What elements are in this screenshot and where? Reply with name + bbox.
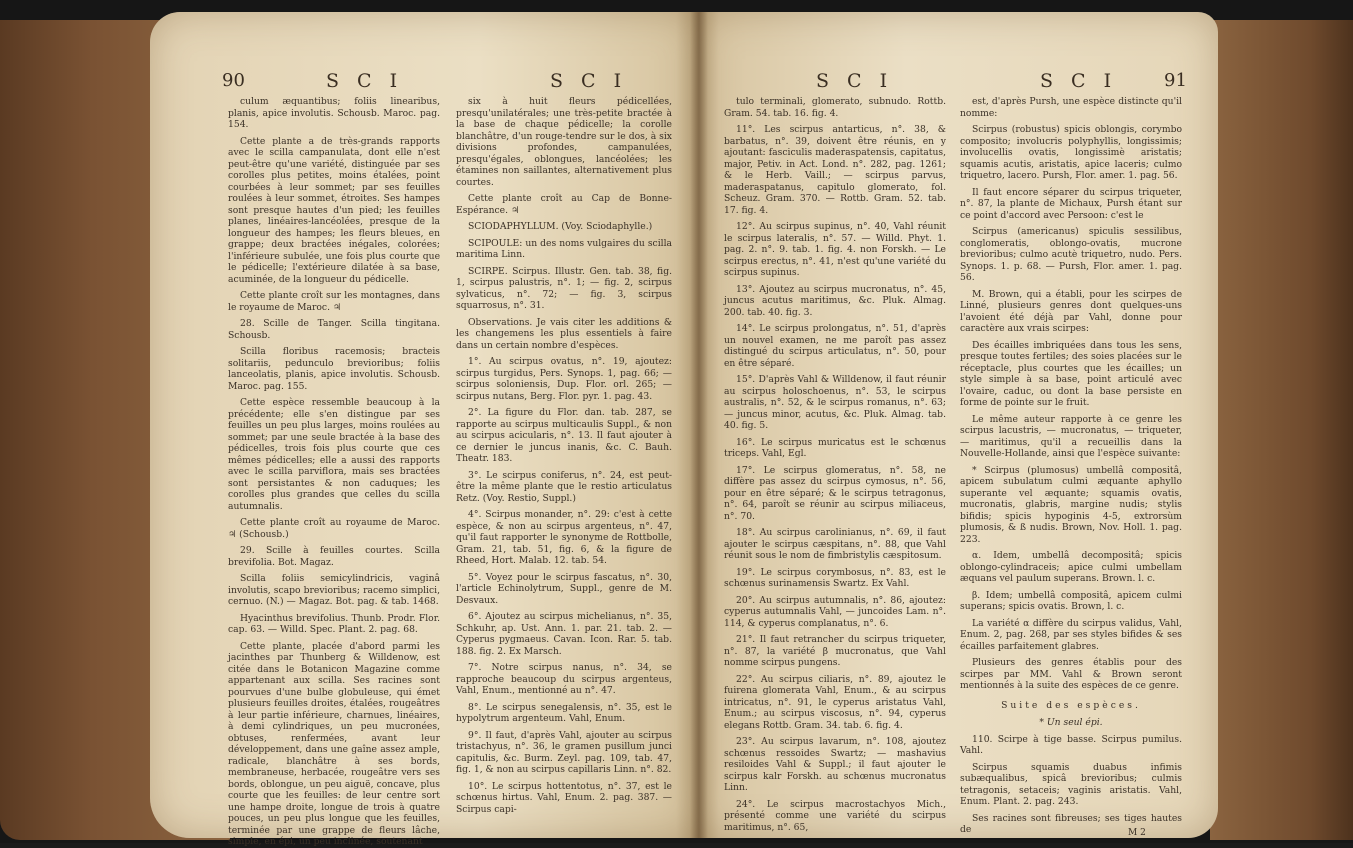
paragraph: SCIPOULE: un des noms vulgaires du scilla maritima Linn. — [456, 237, 672, 260]
paragraph: 2°. La figure du Flor. dan. tab. 287, se rapporte au scirpus multicaulis Suppl., & non au scirpus acicularis, n°. 13. Il faut ajouter à ce dernier le juncus inanis, &c. C. Bauh. Theatr. 183. — [456, 407, 672, 464]
paragraph: Il faut encore séparer du scirpus triqueter, n°. 87, la plante de Michaux, Pursh étant sur ce point d'accord avec Persoon: c'est le — [960, 186, 1182, 221]
paragraph: 24°. Le scirpus macrostachyos Mich., présenté comme une variété du scirpus maritimus, n°. 65, — [724, 798, 946, 833]
right-page-column-1 — [724, 96, 946, 833]
paragraph: 21°. Il faut retrancher du scirpus triqueter, n°. 87, la variété β mucronatus, que Vahl nomme scirpus pungens. — [724, 634, 946, 668]
paragraph: 10°. Le scirpus hottentotus, n°. 37, est le schœnus hirtus. Vahl, Enum. 2. pag. 387. — Scirpus capi- — [456, 780, 672, 815]
paragraph: Scirpus (robustus) spicis oblongis, corymbo composito; involucris polyphyllis, longissimis; involucellis ovatis, longissimè aristatis; squamis acutis, aristatis, apice laceris; culmo triquetro, lacero. Pursh, Flor. amer. 1. pag. 56. — [960, 124, 1182, 181]
paragraph: Cette plante croît au Cap de Bonne-Espérance. ♃ — [456, 193, 672, 216]
running-head-right-b: S C I — [1040, 70, 1118, 92]
paragraph: α. Idem, umbellâ decompositâ; spicis oblongo-cylindraceis; apice culmi umbellam æquans vel paulum superans. Brown. l. c. — [960, 550, 1182, 584]
signature-mark: M 2 — [1128, 828, 1146, 838]
paragraph: SCIODAPHYLLUM. (Voy. Sciodaphylle.) — [468, 221, 653, 232]
paragraph: 12°. Au scirpus supinus, n°. 40, Vahl réunit le scirpus lateralis, n°. 57. — Willd. Phyt. 1. pag. 2. n°. 9. tab. 1. fig. 4. non Forskh. — Le scirpus erectus, n°. 41, n'est qu'une variété du scirpus supinus. — [724, 221, 946, 278]
paragraph: Cette plante croît au royaume de Maroc. ♃ (Schousb.) — [228, 517, 440, 540]
paragraph: est, d'après Pursh, une espèce distincte qu'il nomme: — [960, 96, 1182, 119]
paragraph: La variété α diffère du scirpus validus, Vahl, Enum. 2, pag. 268, par ses styles bifides & ses écailles parfaitement glabres. — [960, 617, 1182, 652]
paragraph: Des écailles imbriquées dans tous les sens, presque toutes fertiles; des soies placées sur le réceptacle, plus courtes que les écailles; un style simple à sa base, point articulé avec l'ovaire, caduc, ou dont la base persiste en forme de pointe sur le fruit. — [960, 339, 1182, 408]
paragraph: culum æquantibus; foliis linearibus, planis, apice involutis. Schousb. Maroc. pag. 154. — [228, 96, 440, 130]
paragraph: 5°. Voyez pour le scirpus fascatus, n°. 30, l'article Echinolytrum, Suppl., genre de M. Desvaux. — [456, 571, 672, 606]
paragraph: 8°. Le scirpus senegalensis, n°. 35, est le hypolytrum argenteum. Vahl, Enum. — [456, 701, 672, 724]
paragraph: 110. Scirpe à tige basse. Scirpus pumilus. Vahl. — [960, 733, 1182, 756]
left-page-column-2 — [456, 96, 672, 826]
book-cover-right — [1210, 20, 1353, 840]
paragraph: Hyacinthus brevifolius. Thunb. Prodr. Flor. cap. 63. — Willd. Spec. Plant. 2. pag. 68. — [228, 612, 440, 635]
paragraph: Scirpus (americanus) spiculis sessilibus, conglomeratis, oblongo-ovatis, mucrone brevioribus; culmo acutè triquetro, nudo. Pers. Synops. 1. p. 68. — Pursh, Flor. amer. 1. pag. 56. — [960, 226, 1182, 283]
paragraph: Cette plante a de très-grands rapports avec le scilla campanulata, dont elle n'est peut-être qu'une variété, distinguée par ses corolles plus petites, moins étalées, point courbées à leur sommet; par ses feuilles roulées à leur sommet, étroites. Ses hampes sont presque hautes d'un pied; les feuilles planes, linéaires-lancéolées, presque de la longueur des hampes; les fleurs bleues, en grappe; deux bractées inégales, colorées; l'inférieure subulée, une fois plus courte que le pédicelle; l'extérieure dilatée à sa base, acuminée, de la longueur du pédicelle. — [228, 135, 440, 285]
paragraph: 14°. Le scirpus prolongatus, n°. 51, d'après un nouvel examen, ne me paroît pas assez distingué du scirpus articulatus, n°. 50, pour en être séparé. — [724, 323, 946, 369]
page-number-right: 91 — [1164, 70, 1187, 91]
paragraph: 7°. Notre scirpus nanus, n°. 34, se rapproche beaucoup du scirpus argenteus, Vahl, Enum., mentionné au n°. 47. — [456, 662, 672, 696]
paragraph: Cette plante croît sur les montagnes, dans le royaume de Maroc. ♃ — [228, 290, 440, 313]
paragraph: Scirpus squamis duabus infimis subæqualibus, spicâ brevioribus; culmis tetragonis, setaceis; vaginis aristatis. Vahl, Enum. Plant. 2. pag. 243. — [960, 761, 1182, 807]
paragraph: 16°. Le scirpus muricatus est le schœnus triceps. Vahl, Egl. — [724, 436, 946, 459]
paragraph: M. Brown, qui a établi, pour les scirpes de Linné, plusieurs genres dont quelques-uns l'avoient été déjà par Vahl, donne pour caractère aux vrais scirpes: — [960, 288, 1182, 334]
paragraph: 9°. Il faut, d'après Vahl, ajouter au scirpus tristachyus, n°. 36, le gramen pusillum junci capitulis, &c. Burm. Zeyl. pag. 109, tab. 47, fig. 1, & non au scirpus capillaris Linn. n°. 82. — [456, 729, 672, 775]
section-title: Suite des espèces. — [1001, 699, 1141, 711]
paragraph: tulo terminali, glomerato, subnudo. Rottb. Gram. 54. tab. 16. fig. 4. — [724, 96, 946, 119]
paragraph: 18°. Au scirpus carolinianus, n°. 69, il faut ajouter le scirpus cæspitans, n°. 88, que Vahl réunit sous le nom de fimbristylis cæspitosum. — [724, 527, 946, 561]
paragraph: 15°. D'après Vahl & Willdenow, il faut réunir au scirpus holoschoenus, n°. 53, le scirpus australis, n°. 52, & le scirpus romanus, n°. 63; — juncus minor, acutus, &c. Pluk. Almag. tab. 40. fig. 5. — [724, 374, 946, 431]
running-head-left-a: S C I — [326, 70, 404, 92]
paragraph: 19°. Le scirpus corymbosus, n°. 83, est le schœnus surinamensis Swartz. Ex Vahl. — [724, 566, 946, 589]
paragraph: Le même auteur rapporte à ce genre les scirpus lacustris, — mucronatus, — triqueter, — maritimus, qu'il a recueillis dans la Nouvelle-Hollande, ainsi que l'espèce suivante: — [960, 413, 1182, 459]
paragraph: Cette plante, placée d'abord parmi les jacinthes par Thunberg & Willdenow, est citée dans le Botanicon Magazine comme appartenant aux scilla. Ses racines sont pourvues d'une bulbe globuleuse, qui émet plusieurs feuilles droites, étalées, rougeâtres à leur partie inférieure, charnues, linéaires, à demi cylindriques, un peu mucronées, obtuses, renfermées, avant leur développement, dans une gaîne assez ample, radicale, blanchâtre à ses bords, membraneuse, herbacée, rougeâtre vers ses bords, oblongue, un peu aiguë, concave, plus courte que les feuilles: de leur centre sort une hampe droite, longue de trois à quatre pouces, un peu plus longue que les feuilles, terminée par une grappe de fleurs lâche, simple, en épi, un peu inclinée, soutenant — [228, 640, 440, 847]
paragraph: 23°. Au scirpus lavarum, n°. 108, ajoutez schœnus ressoides Swartz; — mashavius resiloides Vahl & Suppl.; il faut ajouter le scirpus kalr Forskh. au schœnus mucronatus Linn. — [724, 736, 946, 793]
paragraph: SCIRPE. Scirpus. Illustr. Gen. tab. 38, fig. 1, scirpus palustris, n°. 1; — fig. 2, scirpus sylvaticus, n°. 72; — fig. 3, scirpus squarrosus, n°. 31. — [456, 265, 672, 311]
right-page-column-2 — [960, 96, 1182, 835]
paragraph: Scilla foliis semicylindricis, vaginâ involutis, scapo brevioribus; racemo simplici, cernuo. (N.) — Magaz. Bot. pag. & tab. 1468. — [228, 573, 440, 607]
paragraph: 6°. Ajoutez au scirpus michelianus, n°. 35, Schkuhr, ap. Ust. Ann. 1. par. 21. tab. 2. — Cyperus pygmaeus. Cavan. Icon. Rar. 5. tab. 188. fig. 2. Ex Marsch. — [456, 611, 672, 657]
paragraph: 13°. Ajoutez au scirpus mucronatus, n°. 45, juncus acutus maritimus, &c. Pluk. Almag. 200. tab. 40. fig. 3. — [724, 283, 946, 318]
paragraph: 28. Scille de Tanger. Scilla tingitana. Schousb. — [228, 318, 440, 341]
subsection-title: * Un seul épi. — [1039, 717, 1103, 728]
right-page — [698, 12, 1218, 838]
paragraph: Scilla floribus racemosis; bracteis solitariis, pedunculo brevioribus; foliis lanceolatis, planis, apice involutis. Schousb. Maroc. pag. 155. — [228, 346, 440, 392]
paragraph: 20°. Au scirpus autumnalis, n°. 86, ajoutez: cyperus autumnalis Vahl, — juncoides Lam. n°. 114, & cyperus complanatus, n°. 6. — [724, 594, 946, 629]
paragraph: * Scirpus (plumosus) umbellâ compositâ, apicem subulatum culmi æquante aphyllo superante vel æquante; squamis ovatis, mucronatis, glabris, margine nudis; stylis bifidis; spicis hypoginis 4-5, extrorsùm plumosis, & ß nudis. Brown, Nov. Holl. 1. pag. 223. — [960, 464, 1182, 545]
running-head-right-a: S C I — [816, 70, 894, 92]
paragraph: Ses racines sont fibreuses; ses tiges hautes de — [960, 812, 1182, 835]
paragraph: Plusieurs des genres établis pour des scirpes par MM. Vahl & Brown seront mentionnés à la suite des espèces de ce genre. — [960, 657, 1182, 691]
paragraph: 29. Scille à feuilles courtes. Scilla brevifolia. Bot. Magaz. — [228, 545, 440, 568]
paragraph: 3°. Le scirpus coniferus, n°. 24, est peut-être la même plante que le restio articulatus Retz. (Voy. Restio, Suppl.) — [456, 469, 672, 504]
paragraph: Observations. Je vais citer les additions & les changemens les plus essentiels à faire dans un certain nombre d'espèces. — [456, 316, 672, 351]
paragraph: 4°. Scirpus monander, n°. 29: c'est à cette espèce, & non au scirpus argenteus, n°. 47, qu'il faut rapporter le synonyme de Rottbolle, Gram. 21, tab. 51, fig. 6, & la figure de Rheed, Hort. Malab. 12. tab. 54. — [456, 509, 672, 566]
left-page-column-1 — [228, 96, 440, 847]
page-number-left: 90 — [222, 70, 245, 91]
paragraph: six à huit fleurs pédicellées, presqu'unilatérales; une très-petite bractée à la base de chaque pédicelle; la corolle blanchâtre, d'un rouge-tendre sur le dos, à six divisions profondes, campanulées, presqu'égales, oblongues, lancéolées; les étamines non saillantes, alternativement plus courtes. — [456, 96, 672, 188]
paragraph: Cette espèce ressemble beaucoup à la précédente; elle s'en distingue par ses feuilles un peu plus larges, moins roulées au sommet; par une seule bractée à la base des pédicelles, trois fois plus courte que ces mêmes pédicelles; elle a aussi des rapports avec le scilla parviflora, mais ses bractées sont persistantes & non caduques; les corolles plus grandes que celles du scilla autumnalis. — [228, 397, 440, 512]
paragraph: 17°. Le scirpus glomeratus, n°. 58, ne diffère pas assez du scirpus cymosus, n°. 56, pour en être séparé; & le scirpus tetragonus, n°. 64, paroît se réunir au scirpus miliaceus, n°. 70. — [724, 464, 946, 522]
left-page — [150, 12, 698, 847]
running-head-left-b: S C I — [550, 70, 628, 92]
paragraph: β. Idem; umbellâ compositâ, apicem culmi superans; spicis ovatis. Brown, l. c. — [960, 589, 1182, 612]
paragraph: 22°. Au scirpus ciliaris, n°. 89, ajoutez le fuirena glomerata Vahl, Enum., & au scirpus intricatus, n°. 91, le cyperus aristatus Vahl, Enum.; au scirpus viscosus, n°. 94, cyperus elegans Rottb. Gram. 34. tab. 6. fig. 4. — [724, 673, 946, 731]
paragraph: 11°. Les scirpus antarticus, n°. 38, & barbatus, n°. 39, doivent être réunis, en y ajoutant: fasciculis maderaspatensis, capitatus, major, Petiv. in Act. Lond. n°. 282, pag. 1261; & le Herb. Vaill.; — scirpus parvus, maderaspatanus, capitulo glomerato, fol. Scheuz. Gram. 370. — Rottb. Gram. 52. tab. 17. fig. 4. — [724, 124, 946, 216]
paragraph: 1°. Au scirpus ovatus, n°. 19, ajoutez: scirpus turgidus, Pers. Synops. 1, pag. 66; — scirpus soloniensis, Dup. Flor. orl. 265; — scirpus nutans, Berg. Flor. pyr. 1. pag. 43. — [456, 356, 672, 402]
book-gutter — [690, 12, 708, 838]
